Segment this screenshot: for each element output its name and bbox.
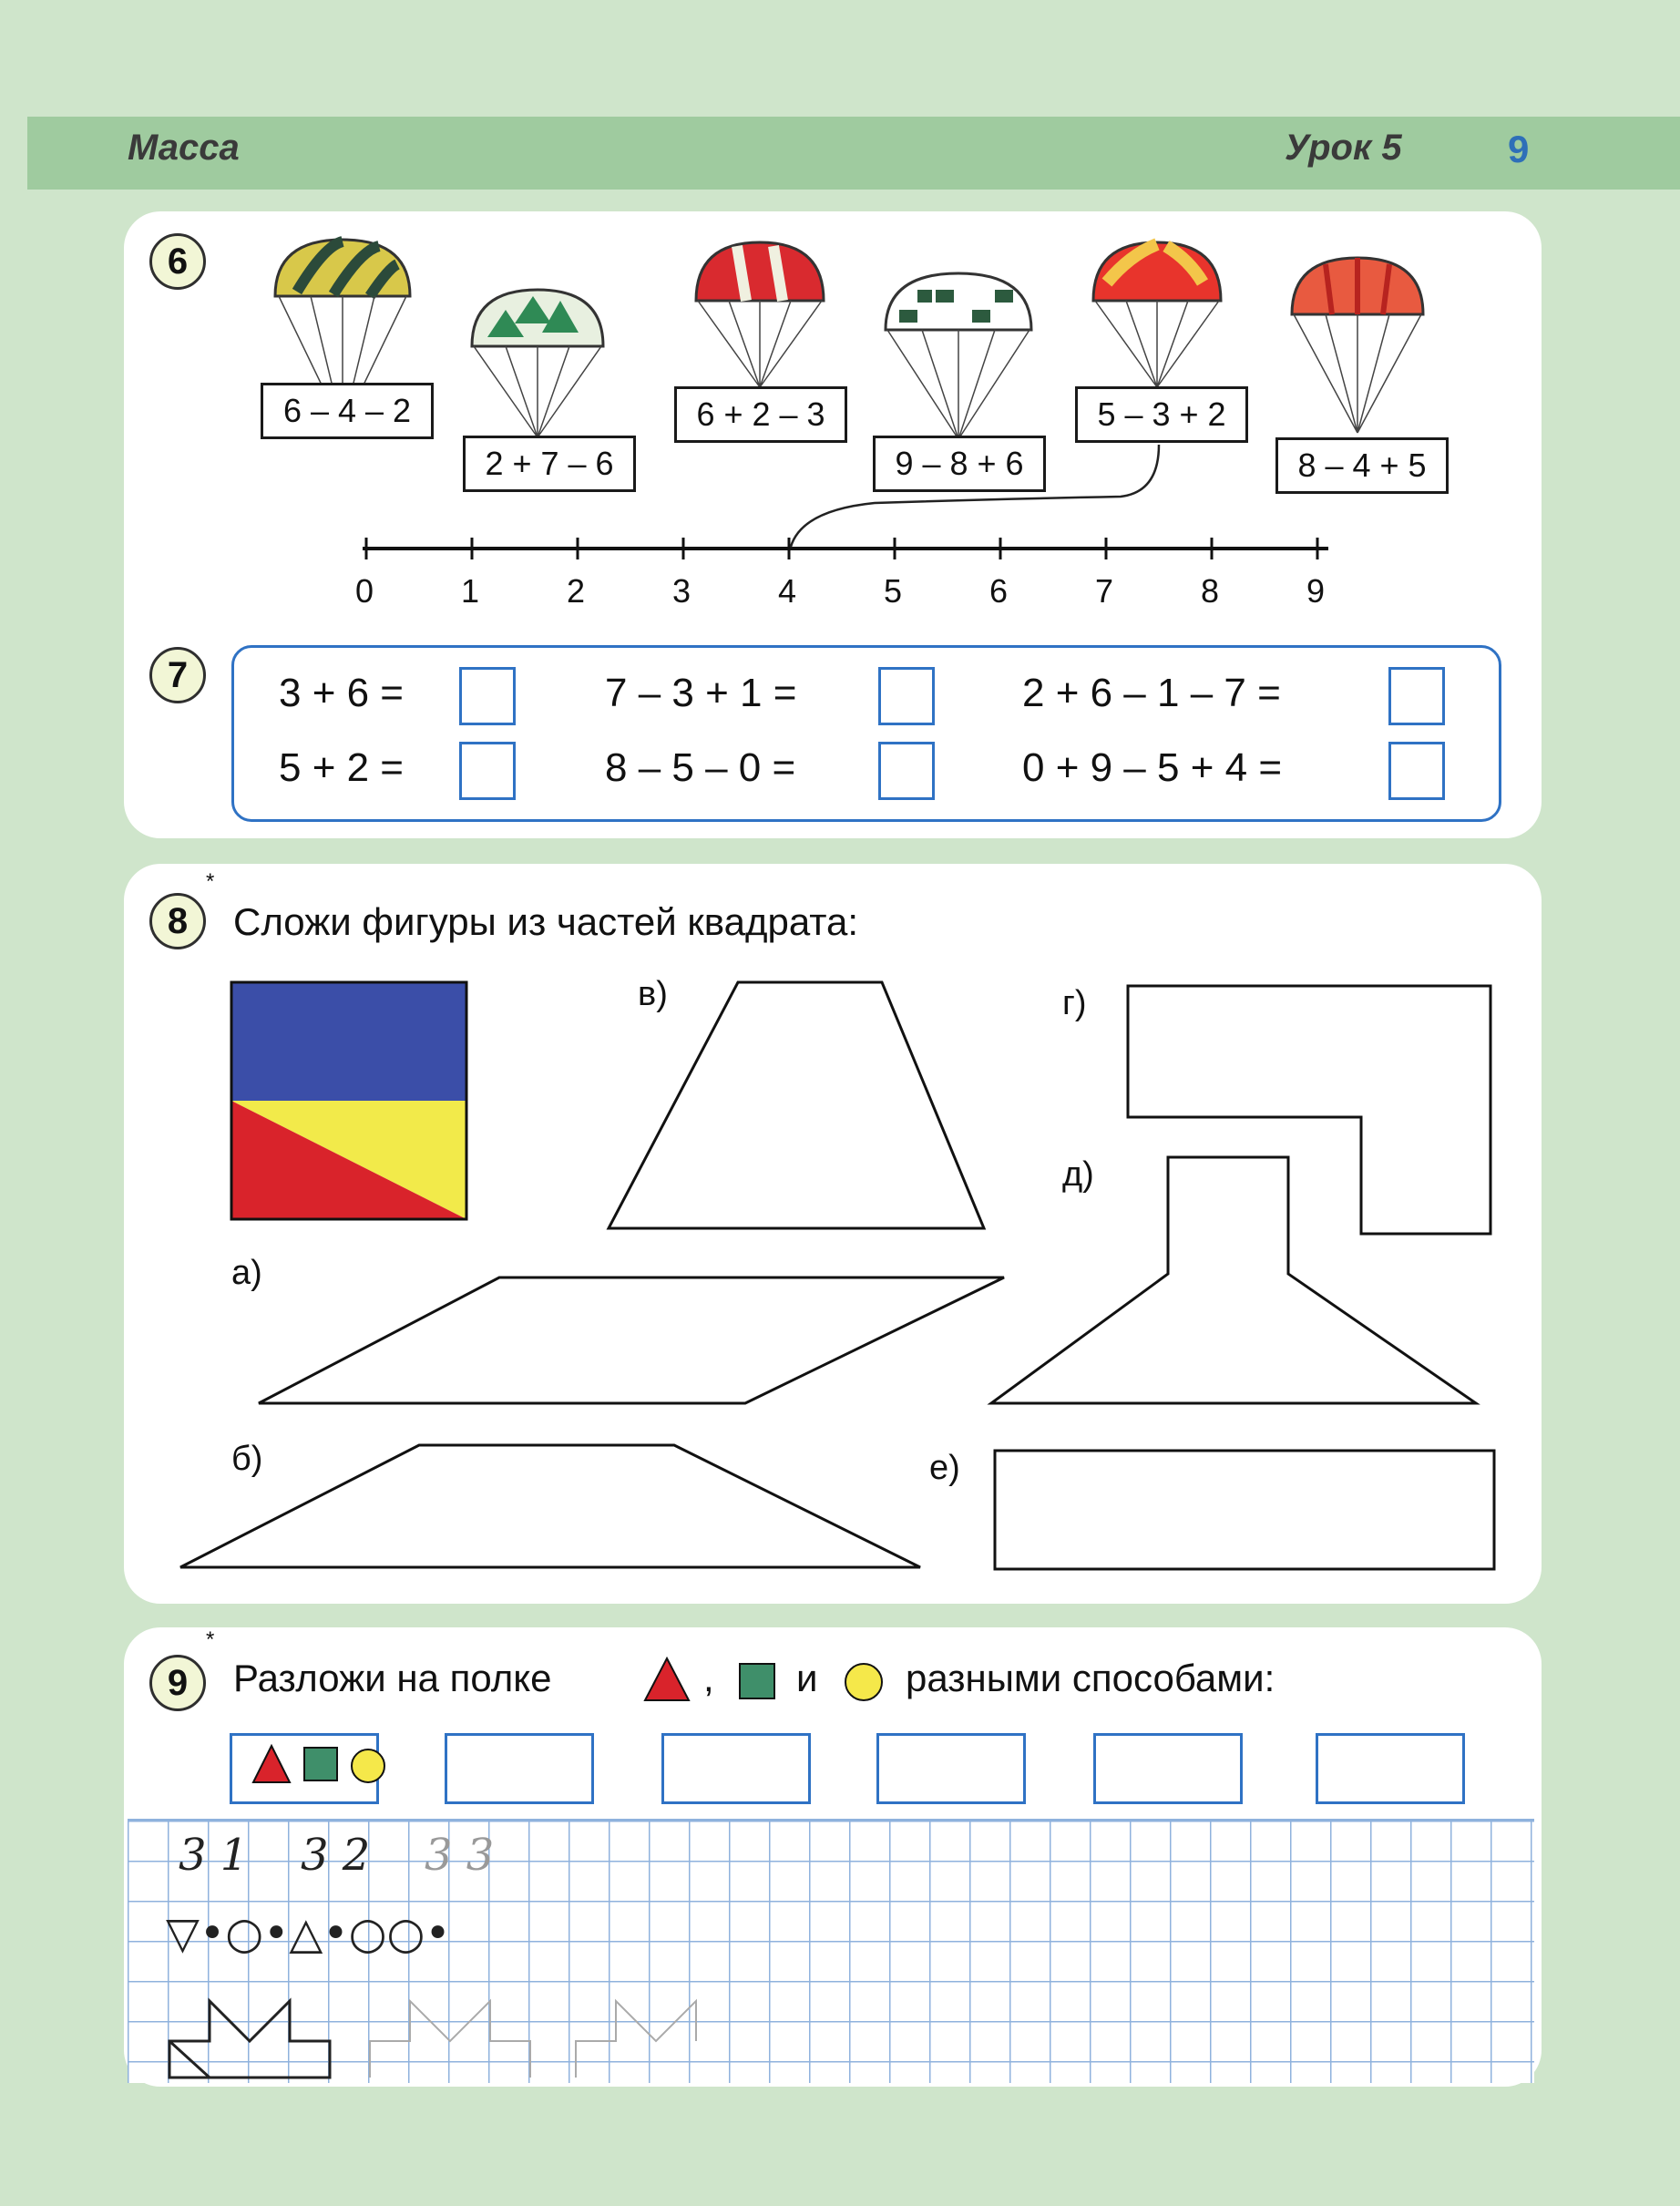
equation: 3 + 6 = [279,671,405,715]
handwriting-digits: 3 3 [425,1830,495,1881]
expression-box: 8 – 4 + 5 [1275,437,1449,494]
task-9-text-before: Разложи на полке [233,1657,552,1699]
tick-label: 2 [567,572,586,610]
equation: 8 – 5 – 0 = [605,745,796,790]
tick-label: 1 [461,572,480,610]
handwriting-digits: 3 1 [179,1830,249,1881]
tick-label: 4 [778,572,797,610]
handwriting-pattern: ▽•○•△•○○• [166,1908,451,1959]
task-9-star: * [206,1627,215,1652]
label-g: г) [1062,984,1087,1022]
expression-box: 2 + 7 – 6 [463,436,636,492]
task-8-instruction: Сложи фигуры из частей квадрата: [233,900,859,943]
expression-box: 5 – 3 + 2 [1075,386,1248,443]
task-8-number: 8 [149,893,206,949]
task-9-text-after: разными способами: [906,1657,1275,1699]
topic-title: Масса [128,128,240,168]
task-9-number: 9 [149,1655,206,1711]
tick-label: 0 [355,572,374,610]
label-a: а) [231,1254,262,1292]
task-8-star: * [206,869,215,894]
equation: 0 + 9 – 5 + 4 = [1022,745,1283,790]
expression-box: 9 – 8 + 6 [873,436,1046,492]
tick-label: 6 [989,572,1009,610]
expression-box: 6 + 2 – 3 [674,386,847,443]
task-9-comma: , [703,1657,714,1699]
tick-label: 8 [1201,572,1220,610]
label-d: д) [1062,1155,1094,1194]
label-b: б) [231,1440,263,1478]
tick-label: 5 [884,572,903,610]
tick-label: 9 [1306,572,1326,610]
tick-label: 7 [1095,572,1114,610]
task-6-number: 6 [149,233,206,290]
equation: 7 – 3 + 1 = [605,671,797,715]
expression-box: 6 – 4 – 2 [261,383,434,439]
equation: 5 + 2 = [279,745,405,790]
tick-label: 3 [672,572,691,610]
page-number: 9 [1508,128,1530,170]
task-7-number: 7 [149,647,206,703]
task-9-and: и [796,1657,818,1699]
label-v: в) [638,975,668,1013]
equation: 2 + 6 – 1 – 7 = [1022,671,1281,715]
handwriting-digits: 3 2 [301,1830,371,1881]
lesson-title: Урок 5 [1285,128,1402,168]
label-e: е) [929,1449,960,1487]
